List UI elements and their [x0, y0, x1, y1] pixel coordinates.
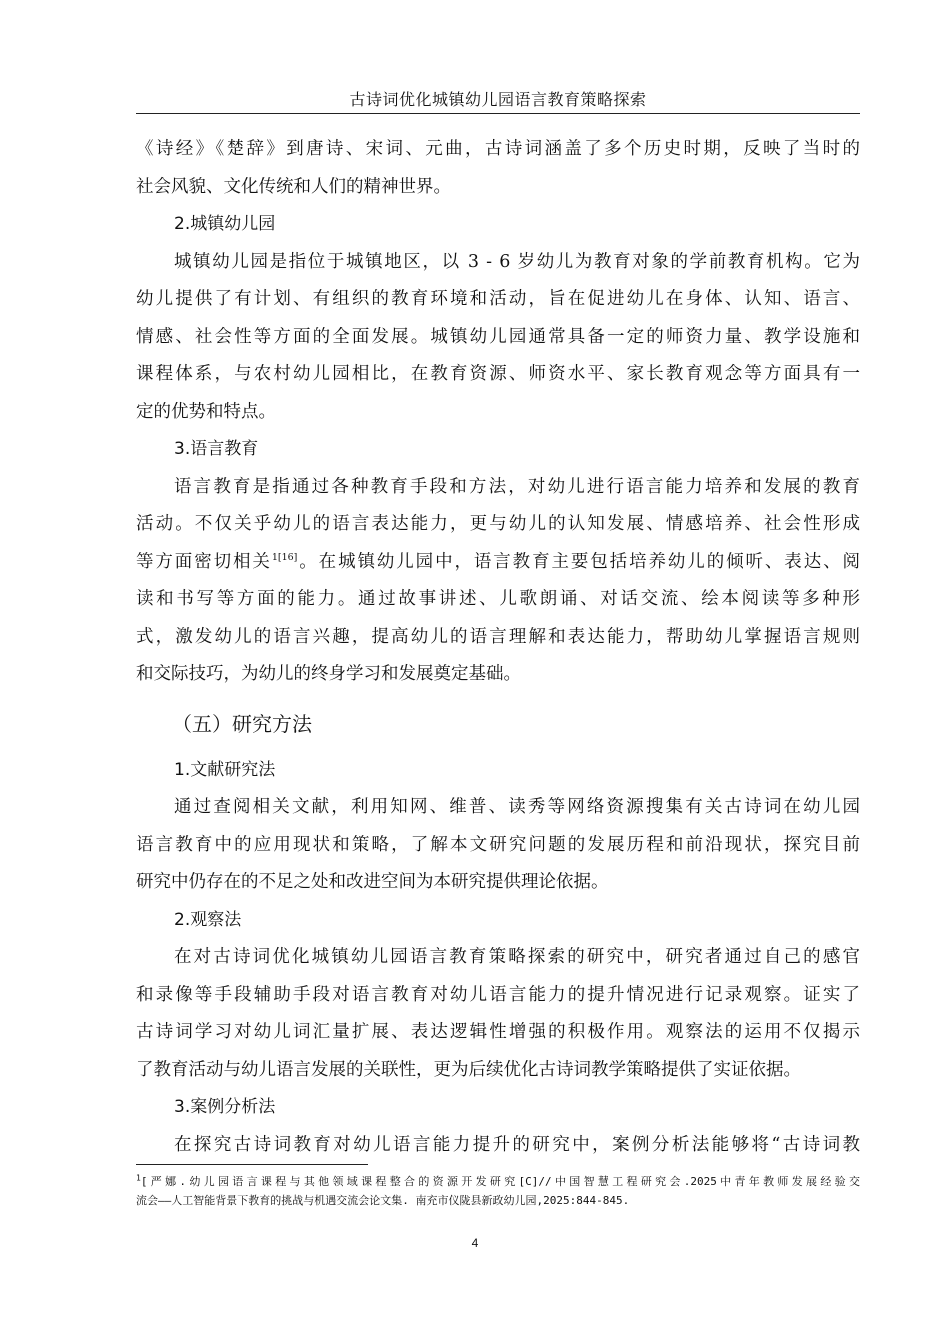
paragraph-line: 古诗词学习对幼儿词汇量扩展、表达逻辑性增强的积极作用。观察法的运用不仅揭示	[136, 1022, 860, 1042]
citation-superscript: 1[16]	[271, 551, 298, 563]
section-heading-literature: 1.文献研究法	[174, 759, 276, 780]
footnote-rule	[136, 1164, 368, 1165]
paragraph-line: 和交际技巧，为幼儿的终身学习和发展奠定基础。	[136, 664, 521, 684]
text-run: 等方面密切相关	[136, 551, 272, 572]
paragraph-line: 城镇幼儿园是指位于城镇地区，以 3 - 6 岁幼儿为教育对象的学前教育机构。它为	[174, 251, 860, 272]
chapter-heading-methods: （五）研究方法	[172, 711, 312, 736]
paragraph-line: 社会风貌、文化传统和人们的精神世界。	[136, 176, 451, 197]
text-run: 。在城镇幼儿园中，语言教育主要包括培养幼儿的倾听、表达、阅	[297, 551, 860, 572]
paragraph-line: 定的优势和特点。	[136, 401, 276, 422]
paragraph-line: 情感、社会性等方面的全面发展。城镇幼儿园通常具备一定的师资力量、教学设施和	[136, 326, 860, 347]
footnote-mark: 1	[136, 1173, 141, 1183]
paragraph-line: 和录像等手段辅助手段对语言教育对幼儿语言能力的提升情况进行记录观察。证实了	[136, 984, 860, 1005]
paragraph-line: 语言教育是指通过各种教育手段和方法，对幼儿进行语言能力培养和发展的教育	[174, 476, 860, 497]
paragraph-line: 在对古诗词优化城镇幼儿园语言教育策略探索的研究中，研究者通过自己的感官	[174, 947, 860, 967]
paragraph-line: 通过查阅相关文献，利用知网、维普、读秀等网络资源搜集有关古诗词在幼儿园	[174, 797, 860, 817]
body-text	[136, 131, 860, 1164]
paragraph-line: 研究中仍存在的不足之处和改进空间为本研究提供理论依据。	[136, 872, 609, 892]
section-heading-observation: 2.观察法	[174, 909, 242, 930]
paragraph-line: 语言教育中的应用现状和策略，了解本文研究问题的发展历程和前沿现状，探究目前	[136, 834, 860, 855]
section-heading-case: 3.案例分析法	[174, 1097, 276, 1117]
header-rule	[136, 113, 860, 114]
footnote-text: [严娜.幼儿园语言课程与其他领域课程整合的资源开发研究[C]//中国智慧工程研究会.2025中青年教师发展经验交	[140, 1175, 860, 1188]
paragraph-line: 了教育活动与幼儿语言发展的关联性，更为后续优化古诗词教学策略提供了实证依据。	[136, 1059, 801, 1080]
footnote-line: 流会——人工智能背景下教育的挑战与机遇交流会论文集. 南充市仪陇县新政幼儿园,2025:844-845.	[136, 1194, 630, 1207]
section-heading-kindergarten: 2.城镇幼儿园	[174, 214, 276, 234]
paragraph-line: 式，激发幼儿的语言兴趣，提高幼儿的语言理解和表达能力，帮助幼儿掌握语言规则	[136, 626, 860, 647]
paragraph-line: 活动。不仅关乎幼儿的语言表达能力，更与幼儿的认知发展、情感培养、社会性形成	[136, 514, 860, 534]
paragraph-line: 在探究古诗词教育对幼儿语言能力提升的研究中，案例分析法能够将“古诗词教	[174, 1134, 860, 1155]
running-header: 古诗词优化城镇幼儿园语言教育策略探索	[349, 90, 647, 109]
paragraph-line: 读和书写等方面的能力。通过故事讲述、儿歌朗诵、对话交流、绘本阅读等多种形	[136, 589, 860, 609]
paragraph-line	[136, 544, 860, 582]
paragraph-line: 《诗经》《楚辞》到唐诗、宋词、元曲，古诗词涵盖了多个历史时期，反映了当时的	[136, 139, 860, 159]
paragraph-line: 课程体系，与农村幼儿园相比，在教育资源、师资水平、家长教育观念等方面具有一	[136, 364, 860, 384]
footnote	[136, 1172, 860, 1210]
footnote-line	[136, 1172, 860, 1191]
page-number: 4	[471, 1236, 479, 1250]
section-heading-language: 3.语言教育	[174, 439, 259, 459]
paragraph-line: 幼儿提供了有计划、有组织的教育环境和活动，旨在促进幼儿在身体、认知、语言、	[136, 289, 860, 309]
